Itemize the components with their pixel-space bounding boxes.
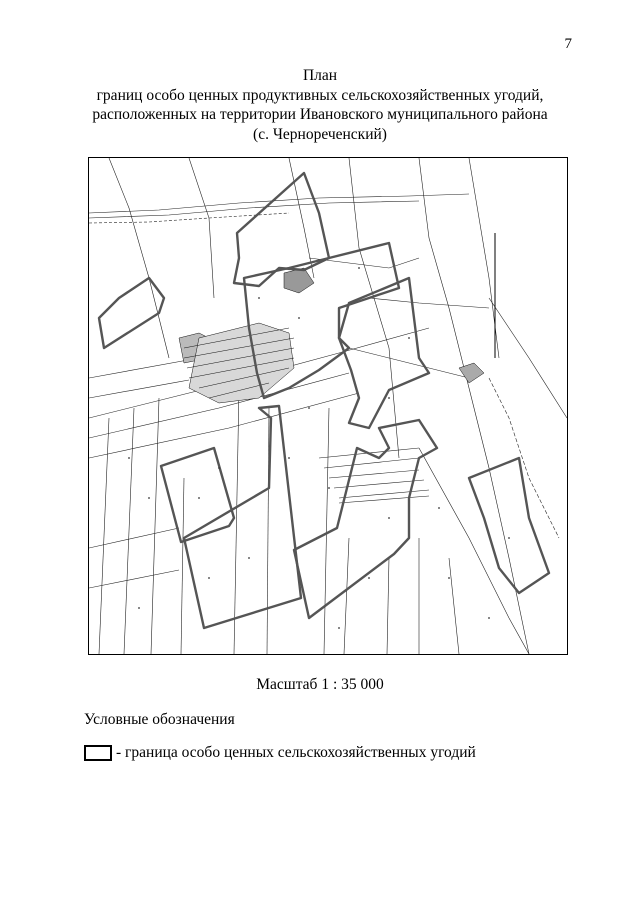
boundary-parcel-south-mid (294, 420, 437, 618)
field-marker (368, 577, 370, 579)
field-marker (308, 407, 310, 409)
field-marker (198, 497, 200, 499)
field-marker (408, 337, 410, 339)
field-marker (388, 517, 390, 519)
valuable-land-boundaries (99, 173, 549, 628)
field-marker (358, 267, 360, 269)
field-marker (208, 577, 210, 579)
field-marker (258, 297, 260, 299)
field-marker (388, 397, 390, 399)
title-line-2: границ особо ценных продуктивных сельскохозяйственных угодий, (96, 86, 544, 104)
boundary-swatch (84, 745, 112, 761)
parcel-linework (89, 158, 567, 654)
map-drawing (89, 158, 567, 654)
legend-item-label: - граница особо ценных сельскохозяйственных угодий (116, 744, 476, 761)
legend-heading: Условные обозначения (84, 711, 235, 728)
field-marker (218, 467, 220, 469)
field-marker (448, 577, 450, 579)
boundary-parcel-south-left (161, 448, 234, 542)
field-marker (128, 457, 130, 459)
field-marker (338, 627, 340, 629)
map-scale: Масштаб 1 : 35 000 (256, 676, 384, 693)
title-line-1: План (302, 67, 338, 84)
settlement-area (179, 268, 484, 403)
field-marker (328, 487, 330, 489)
field-marker (488, 617, 490, 619)
field-marker (148, 497, 150, 499)
field-marker (138, 607, 140, 609)
boundary-parcel-east-upper (339, 278, 429, 428)
field-marker (288, 457, 290, 459)
field-marker (508, 537, 510, 539)
boundary-parcel-east (469, 458, 549, 593)
title-line-3: расположенных на территории Ивановского муниципального района (92, 106, 548, 123)
title-line-4: (с. Чернореченский) (253, 125, 387, 143)
page-number: 7 (564, 36, 572, 52)
field-marker (298, 317, 300, 319)
boundary-parcel-west (99, 278, 164, 348)
legend-item (84, 742, 476, 764)
boundary-parcel-south-center (184, 406, 301, 628)
map-title (0, 66, 640, 144)
cadastral-map (88, 157, 568, 655)
field-marker (248, 557, 250, 559)
field-marker (438, 507, 440, 509)
